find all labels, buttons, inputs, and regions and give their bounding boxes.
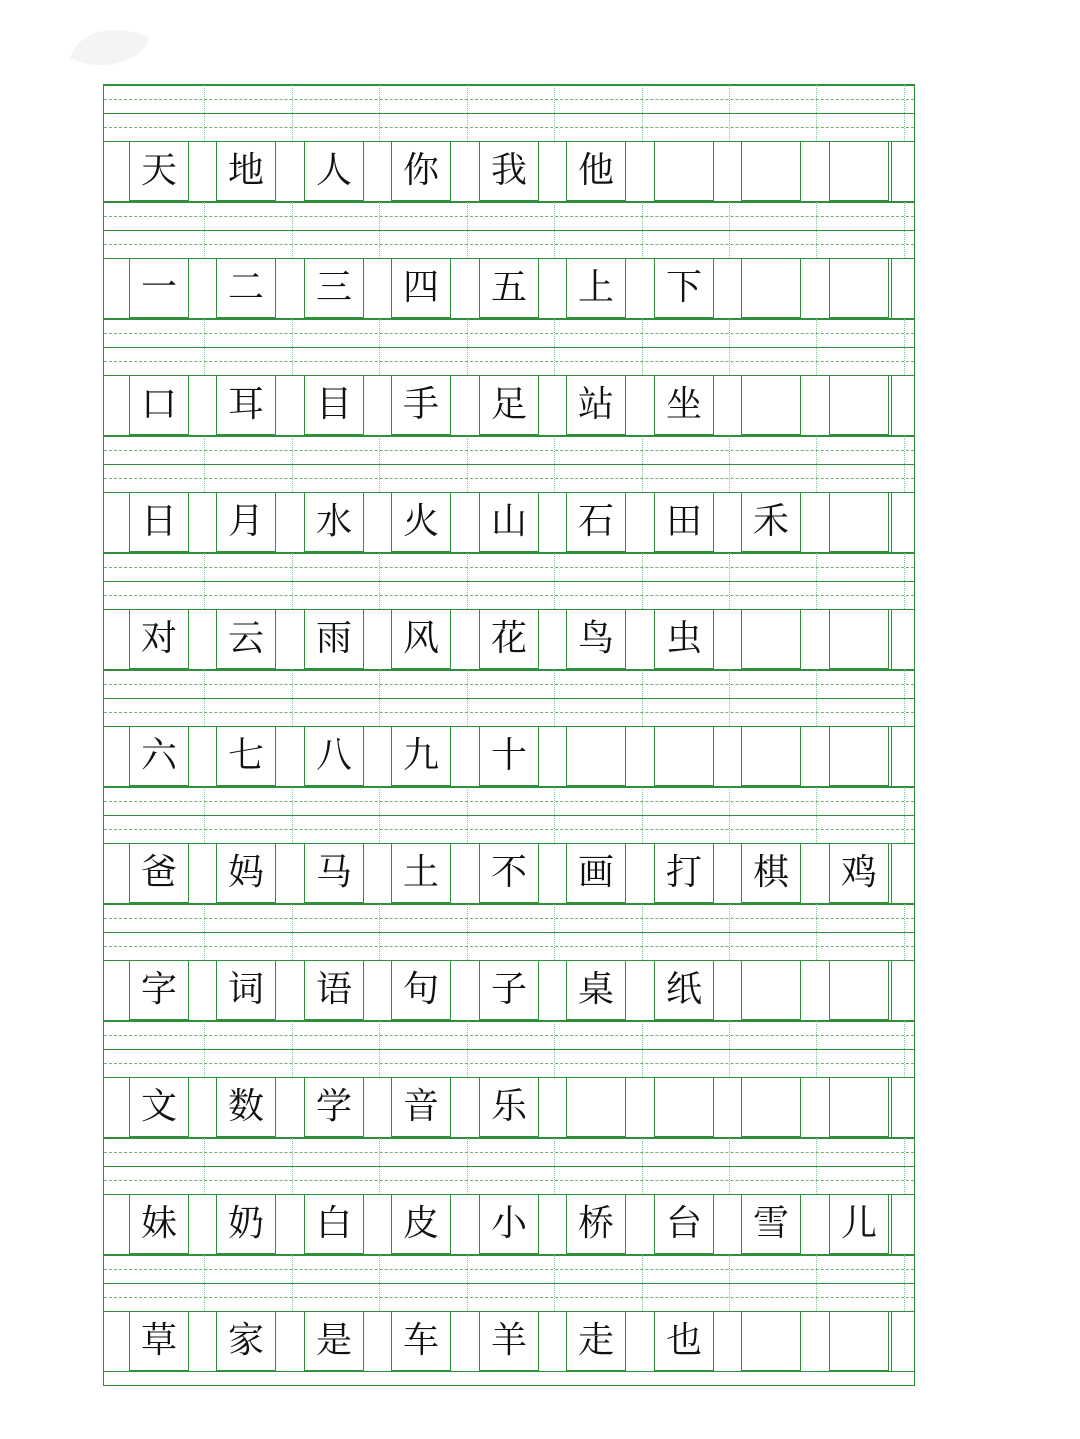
character-text: 口 [140,384,177,425]
character-text: 句 [402,969,439,1010]
character-box [829,375,889,435]
character-box [829,609,889,669]
tianzige-practice-sheet [103,84,915,1386]
character-text [830,259,888,317]
character-text: 五 [490,267,527,308]
character-row [104,375,914,436]
character-text: 文 [140,1086,177,1127]
character-text: 子 [490,969,527,1010]
character-text [742,259,800,317]
character-box [216,1311,276,1371]
character-text [830,610,888,668]
character-text: 九 [402,735,439,776]
character-box [479,258,539,318]
character-text: 日 [140,501,177,542]
character-box [304,960,364,1020]
character-box [654,609,714,669]
character-box [566,1077,626,1137]
character-text: 月 [227,501,264,542]
character-text [742,1312,800,1370]
character-text [830,961,888,1019]
character-box [129,375,189,435]
character-box [566,258,626,318]
pinyin-band [104,670,914,726]
character-box [741,960,801,1020]
character-box [479,1311,539,1371]
character-text: 地 [227,150,264,191]
character-text: 风 [402,618,439,659]
character-box [216,1077,276,1137]
character-box [479,375,539,435]
character-box [479,609,539,669]
character-text: 云 [227,618,264,659]
character-text [567,1078,625,1136]
character-box [829,960,889,1020]
character-box [479,726,539,786]
character-box [566,375,626,435]
character-box [566,843,626,903]
character-box [216,1194,276,1254]
character-row [104,1311,914,1372]
character-text: 桥 [577,1203,614,1244]
character-box [391,1194,451,1254]
character-text: 皮 [402,1203,439,1244]
character-box [391,960,451,1020]
character-box [829,141,889,201]
pinyin-band [104,904,914,960]
character-text [830,376,888,434]
watermark-logo [60,18,160,78]
character-box [479,492,539,552]
character-text: 对 [140,618,177,659]
character-text [742,1078,800,1136]
character-text: 下 [665,267,702,308]
character-box [829,1194,889,1254]
character-text [830,1312,888,1370]
character-box [654,843,714,903]
character-text [830,727,888,785]
character-text [655,1078,713,1136]
character-box [566,141,626,201]
character-text: 鸡 [840,852,877,893]
character-box [216,843,276,903]
character-box [391,1311,451,1371]
character-row [104,1077,914,1138]
character-box [304,258,364,318]
pinyin-band [104,1021,914,1077]
pinyin-band [104,1255,914,1311]
character-text: 站 [577,384,614,425]
pinyin-band [104,85,914,141]
character-box [479,1194,539,1254]
character-box [566,1311,626,1371]
character-text: 是 [315,1320,352,1361]
character-text: 学 [315,1086,352,1127]
character-box [654,1077,714,1137]
character-text: 棋 [752,852,789,893]
character-text [742,961,800,1019]
character-box [479,960,539,1020]
character-text: 雪 [752,1203,789,1244]
character-box [216,141,276,201]
character-text: 花 [490,618,527,659]
character-box [129,960,189,1020]
character-text: 白 [315,1203,352,1244]
character-box [391,375,451,435]
character-box [391,726,451,786]
character-text: 词 [227,969,264,1010]
character-text [567,727,625,785]
character-text: 羊 [490,1320,527,1361]
character-box [479,1077,539,1137]
character-box [829,726,889,786]
character-box [566,609,626,669]
character-box [829,492,889,552]
character-box [741,258,801,318]
character-text: 妈 [227,852,264,893]
character-text: 不 [490,852,527,893]
character-text: 坐 [665,384,702,425]
character-text: 你 [402,150,439,191]
character-text: 纸 [665,969,702,1010]
character-row [104,258,914,319]
character-row [104,609,914,670]
character-text [830,142,888,200]
character-text: 七 [227,735,264,776]
character-box [216,492,276,552]
character-box [654,375,714,435]
character-box [304,375,364,435]
character-box [304,492,364,552]
character-box [829,258,889,318]
character-box [391,141,451,201]
character-box [741,492,801,552]
character-box [479,843,539,903]
character-box [566,726,626,786]
character-box [129,492,189,552]
character-text: 足 [490,384,527,425]
character-text: 禾 [752,501,789,542]
pinyin-band [104,553,914,609]
pinyin-band [104,436,914,492]
character-text: 语 [315,969,352,1010]
character-text: 鸟 [577,618,614,659]
character-box [216,960,276,1020]
character-text: 打 [665,852,702,893]
character-text [655,142,713,200]
character-box [741,1194,801,1254]
character-text: 手 [402,384,439,425]
character-text: 耳 [227,384,264,425]
character-box [304,1311,364,1371]
character-row [104,141,914,202]
character-box [129,843,189,903]
character-text: 台 [665,1203,702,1244]
character-text [655,727,713,785]
character-text: 天 [140,150,177,191]
character-text: 上 [577,267,614,308]
character-box [654,492,714,552]
character-text [742,142,800,200]
character-text: 土 [402,852,439,893]
character-box [129,1194,189,1254]
character-text [830,493,888,551]
character-box [304,843,364,903]
character-text: 马 [315,852,352,893]
character-text: 妹 [140,1203,177,1244]
character-text: 田 [665,501,702,542]
character-box [741,843,801,903]
character-text: 也 [665,1320,702,1361]
character-text: 三 [315,267,352,308]
character-box [216,609,276,669]
character-box [391,1077,451,1137]
character-box [391,492,451,552]
character-text: 乐 [490,1086,527,1127]
character-text: 桌 [577,969,614,1010]
character-box [129,141,189,201]
character-text: 爸 [140,852,177,893]
character-box [654,960,714,1020]
character-box [304,141,364,201]
character-box [654,258,714,318]
character-text: 山 [490,501,527,542]
character-box [216,726,276,786]
pinyin-band [104,319,914,375]
character-text: 人 [315,150,352,191]
character-row [104,960,914,1021]
character-text: 石 [577,501,614,542]
character-row [104,843,914,904]
character-text: 四 [402,267,439,308]
character-row [104,492,914,553]
pinyin-band [104,1138,914,1194]
character-box [129,1311,189,1371]
character-box [654,1311,714,1371]
character-row [104,726,914,787]
character-text: 数 [227,1086,264,1127]
character-box [654,726,714,786]
character-text: 八 [315,735,352,776]
character-box [391,843,451,903]
character-box [654,141,714,201]
character-text: 画 [577,852,614,893]
character-box [129,258,189,318]
character-text: 车 [402,1320,439,1361]
character-box [304,1077,364,1137]
character-text: 小 [490,1203,527,1244]
character-box [741,726,801,786]
character-box [479,141,539,201]
character-text: 二 [227,267,264,308]
character-box [304,726,364,786]
character-box [741,141,801,201]
character-text: 火 [402,501,439,542]
pinyin-band [104,787,914,843]
pinyin-band [104,202,914,258]
character-text: 字 [140,969,177,1010]
character-text: 他 [577,150,614,191]
character-box [829,843,889,903]
character-text: 水 [315,501,352,542]
character-box [391,258,451,318]
character-box [741,609,801,669]
character-text: 我 [490,150,527,191]
character-box [566,960,626,1020]
character-box [741,1077,801,1137]
character-text [742,727,800,785]
character-box [829,1077,889,1137]
character-text [742,610,800,668]
character-box [741,375,801,435]
character-text: 一 [140,267,177,308]
character-box [304,1194,364,1254]
character-text: 六 [140,735,177,776]
character-text: 虫 [665,618,702,659]
character-box [741,1311,801,1371]
character-row [104,1194,914,1255]
character-box [216,258,276,318]
character-box [566,1194,626,1254]
character-box [391,609,451,669]
character-box [129,609,189,669]
character-box [566,492,626,552]
character-box [129,1077,189,1137]
character-text: 草 [140,1320,177,1361]
character-text: 十 [490,735,527,776]
character-text [742,376,800,434]
character-text: 儿 [840,1203,877,1244]
character-box [129,726,189,786]
character-text: 奶 [227,1203,264,1244]
character-box [304,609,364,669]
character-box [829,1311,889,1371]
character-text: 目 [315,384,352,425]
character-text [830,1078,888,1136]
character-box [216,375,276,435]
character-text: 音 [402,1086,439,1127]
character-text: 走 [577,1320,614,1361]
character-box [654,1194,714,1254]
character-text: 家 [227,1320,264,1361]
character-text: 雨 [315,618,352,659]
